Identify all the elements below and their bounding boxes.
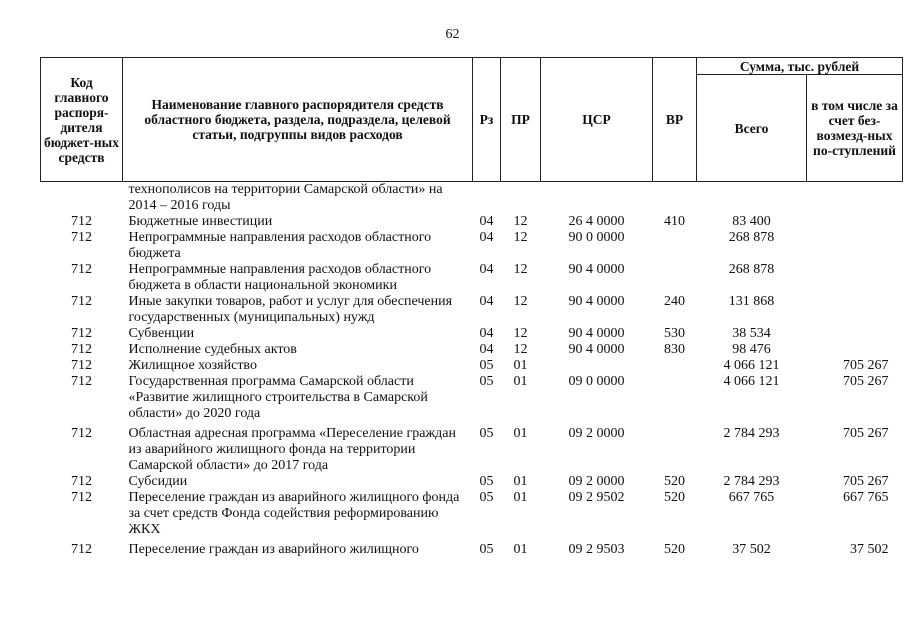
cell-code: 712 — [71, 214, 92, 229]
cell-total: 37 502 — [732, 542, 771, 557]
table-row — [41, 490, 903, 538]
cell-name: технополисов на территории Самарской области» на 2014 – 2016 годы — [128, 182, 443, 213]
cell-pr: 01 — [513, 426, 528, 441]
cell-vr — [653, 358, 697, 374]
cell-rz: 04 — [479, 342, 494, 357]
header-vr: ВР — [653, 58, 697, 182]
header-rz: Рз — [473, 58, 501, 182]
cell-rz: 05 — [479, 374, 494, 389]
cell-incl: 37 502 — [850, 542, 889, 557]
cell-incl: 705 267 — [843, 474, 889, 489]
cell-rz: 04 — [479, 294, 494, 309]
cell-pr: 01 — [513, 374, 528, 389]
table-row — [41, 326, 903, 342]
cell-name: Субвенции — [128, 326, 195, 341]
header-total: Всего — [697, 75, 807, 182]
cell-code — [41, 182, 123, 215]
header-csr: ЦСР — [541, 58, 653, 182]
cell-incl: 667 765 — [843, 490, 889, 505]
cell-csr: 90 4 0000 — [568, 262, 625, 277]
cell-name: Непрограммные направления расходов областного бюджета — [128, 230, 432, 261]
cell-vr: 520 — [664, 490, 685, 505]
table-row — [41, 342, 903, 358]
cell-incl — [807, 326, 903, 342]
cell-name: Субсидии — [128, 474, 188, 489]
cell-code: 712 — [71, 374, 92, 389]
cell-csr: 09 0 0000 — [568, 374, 625, 389]
cell-total: 2 784 293 — [723, 474, 780, 489]
header-name: Наименование главного распорядителя средств областного бюджета, раздела, подраздела, целевой статьи, подгруппы видов расходов — [123, 58, 473, 182]
cell-rz: 05 — [479, 358, 494, 373]
cell-incl: 705 267 — [843, 426, 889, 441]
table-row — [41, 214, 903, 230]
cell-rz: 05 — [479, 474, 494, 489]
cell-incl — [807, 230, 903, 262]
cell-pr: 12 — [513, 230, 528, 245]
table-row — [41, 230, 903, 262]
cell-vr: 830 — [664, 342, 685, 357]
table-row — [41, 374, 903, 422]
cell-pr: 12 — [513, 326, 528, 341]
cell-vr: 530 — [664, 326, 685, 341]
cell-rz: 05 — [479, 542, 494, 557]
cell-vr: 410 — [664, 214, 685, 229]
cell-csr: 90 4 0000 — [568, 294, 625, 309]
cell-pr: 01 — [513, 358, 528, 373]
cell-total: 4 066 121 — [723, 374, 780, 389]
header-code: Код главного распоря-дителя бюджет-ных средств — [41, 58, 123, 182]
cell-csr — [541, 182, 653, 215]
cell-vr: 240 — [664, 294, 685, 309]
cell-pr — [501, 182, 541, 215]
cell-incl — [807, 342, 903, 358]
cell-code: 712 — [71, 294, 92, 309]
cell-code: 712 — [71, 542, 92, 557]
cell-name: Исполнение судебных актов — [128, 342, 297, 357]
cell-code: 712 — [71, 358, 92, 373]
cell-total: 83 400 — [732, 214, 771, 229]
cell-incl — [807, 262, 903, 294]
cell-total: 2 784 293 — [723, 426, 780, 441]
cell-csr: 09 2 9502 — [568, 490, 625, 505]
header-pr: ПР — [501, 58, 541, 182]
page-number: 62 — [445, 27, 460, 42]
cell-name: Иные закупки товаров, работ и услуг для обеспечения государственных (муниципальных) нужд — [128, 294, 453, 325]
cell-name: Переселение граждан из аварийного жилищного фонда за счет средств Фонда содействия реформированию ЖКХ — [128, 490, 460, 537]
cell-name: Жилищное хозяйство — [128, 358, 257, 373]
cell-total: 268 878 — [728, 262, 775, 277]
cell-csr: 90 4 0000 — [568, 326, 625, 341]
cell-rz — [473, 182, 501, 215]
cell-rz: 04 — [479, 230, 494, 245]
cell-vr: 520 — [664, 474, 685, 489]
table-row — [41, 422, 903, 474]
cell-vr — [653, 422, 697, 474]
cell-name: Непрограммные направления расходов областного бюджета в области национальной экономики — [128, 262, 432, 293]
cell-code: 712 — [71, 230, 92, 245]
cell-total: 268 878 — [728, 230, 775, 245]
budget-table — [40, 57, 903, 558]
cell-code: 712 — [71, 342, 92, 357]
table-row — [41, 358, 903, 374]
cell-pr: 01 — [513, 474, 528, 489]
cell-rz: 04 — [479, 262, 494, 277]
cell-rz: 05 — [479, 490, 494, 505]
table-row — [41, 538, 903, 558]
cell-total: 38 534 — [732, 326, 771, 341]
cell-csr — [541, 358, 653, 374]
table-row — [41, 474, 903, 490]
cell-incl — [807, 294, 903, 326]
cell-total: 98 476 — [732, 342, 771, 357]
cell-vr — [653, 230, 697, 262]
cell-total — [697, 182, 807, 215]
cell-rz: 04 — [479, 326, 494, 341]
cell-code: 712 — [71, 262, 92, 277]
cell-incl — [807, 214, 903, 230]
cell-code: 712 — [71, 326, 92, 341]
cell-pr: 01 — [513, 542, 528, 557]
cell-csr: 09 2 0000 — [568, 474, 625, 489]
header-incl: в том числе за счет без-возмезд-ных по-ступлений — [807, 75, 903, 182]
cell-vr: 520 — [664, 542, 685, 557]
cell-incl: 705 267 — [843, 358, 889, 373]
cell-incl — [807, 182, 903, 215]
cell-csr: 09 2 9503 — [568, 542, 625, 557]
cell-code: 712 — [71, 490, 92, 505]
cell-csr: 09 2 0000 — [568, 426, 625, 441]
cell-pr: 12 — [513, 294, 528, 309]
cell-name: Бюджетные инвестиции — [128, 214, 273, 229]
cell-code: 712 — [71, 426, 92, 441]
table-row — [41, 294, 903, 326]
cell-vr — [653, 262, 697, 294]
cell-rz: 05 — [479, 426, 494, 441]
cell-pr: 12 — [513, 342, 528, 357]
cell-pr: 01 — [513, 490, 528, 505]
cell-csr: 90 4 0000 — [568, 342, 625, 357]
cell-incl: 705 267 — [843, 374, 889, 389]
cell-csr: 90 0 0000 — [568, 230, 625, 245]
cell-pr: 12 — [513, 214, 528, 229]
cell-code: 712 — [71, 474, 92, 489]
cell-vr — [653, 182, 697, 215]
cell-total: 667 765 — [728, 490, 775, 505]
cell-total: 4 066 121 — [723, 358, 780, 373]
cell-rz: 04 — [479, 214, 494, 229]
header-sum: Сумма, тыс. рублей — [697, 58, 903, 75]
cell-csr: 26 4 0000 — [568, 214, 625, 229]
table-row — [41, 182, 903, 215]
cell-name: Государственная программа Самарской области «Развитие жилищного строительства в Самарской области» до 2020 года — [128, 374, 428, 421]
table-row — [41, 262, 903, 294]
table-body — [41, 182, 903, 559]
cell-total: 131 868 — [728, 294, 775, 309]
cell-name: Областная адресная программа «Переселение граждан из аварийного жилищного фонда на территории Самарской области» до 2017 года — [128, 426, 456, 473]
cell-pr: 12 — [513, 262, 528, 277]
cell-vr — [653, 374, 697, 422]
cell-name: Переселение граждан из аварийного жилищного — [128, 542, 419, 557]
